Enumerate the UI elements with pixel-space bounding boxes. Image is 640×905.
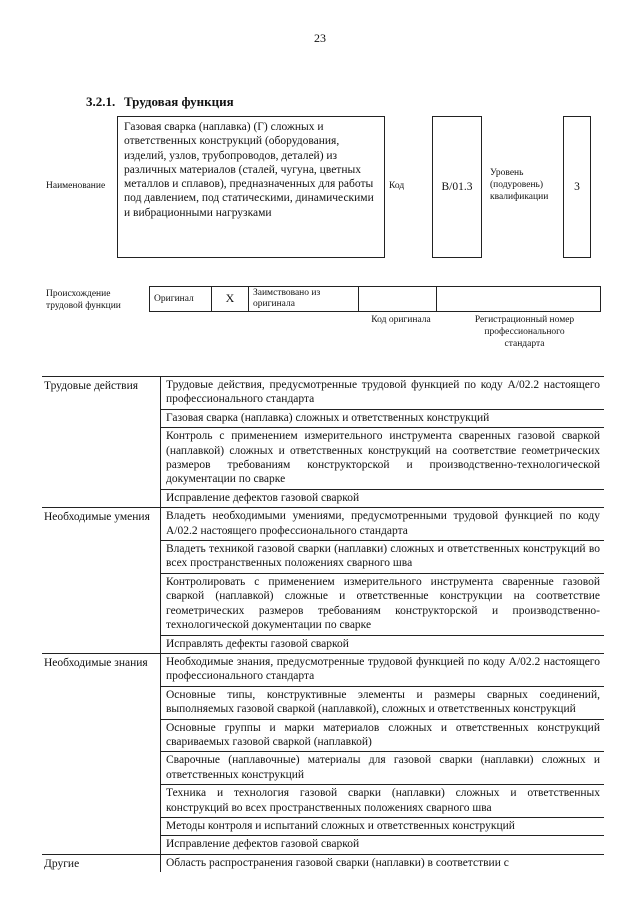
list-item: Методы контроля и испытаний сложных и ответственных конструкций	[160, 818, 604, 836]
original-code-cell	[359, 287, 437, 311]
list-item: Исправление дефектов газовой сваркой	[160, 490, 604, 507]
section-items	[160, 508, 604, 653]
section-label: Трудовые действия	[44, 380, 139, 392]
level-label: Уровень (подуровень) квалификации	[490, 168, 549, 202]
name-label: Наименование	[46, 181, 106, 191]
list-item: Трудовые действия, предусмотренные трудовой функцией по коду А/02.2 настоящего профессионального стандарта	[160, 377, 604, 410]
original-label-cell	[150, 287, 212, 311]
list-item: Основные типы, конструктивные элементы и размеры сварных соединений, выполняемых газовой сваркой (наплавкой), сложных и ответственных конструкций	[160, 687, 604, 720]
list-item: Исправление дефектов газовой сваркой	[160, 836, 604, 853]
list-item: Владеть необходимыми умениями, предусмотренными трудовой функцией по коду А/02.2 настоящего профессионального стандарта	[160, 508, 604, 541]
function-details-table	[42, 376, 604, 872]
section-actions	[42, 376, 604, 507]
reg-number-cell	[437, 287, 600, 311]
reg-caption: Регистрационный номер профессионального стандарта	[474, 315, 575, 349]
list-item: Основные группы и марки материалов сложных и ответственных конструкций свариваемых газовой сваркой (наплавкой)	[160, 720, 604, 753]
section-label: Необходимые умения	[44, 511, 150, 524]
code-value-box	[432, 116, 482, 258]
list-item: Область распространения газовой сварки (наплавки) в соответствии с	[160, 855, 604, 872]
list-item: Исправлять дефекты газовой сваркой	[160, 636, 604, 653]
origin-label: Происхождение трудовой функции	[46, 289, 121, 311]
section-items	[160, 654, 604, 854]
list-item: Контроль с применением измерительного инструмента сваренных газовой сваркой (наплавкой) сложных и ответственных конструкций на соответствие геометрических размеров требованиям конструкторской и производственно-технологической документации по сварке	[160, 428, 604, 490]
section-label: Необходимые знания	[44, 656, 148, 669]
borrowed-cell	[249, 287, 359, 311]
list-item: Необходимые знания, предусмотренные трудовой функцией по коду А/02.2 настоящего профессионального стандарта	[160, 654, 604, 687]
section-items	[160, 855, 604, 872]
level-value-box	[563, 116, 591, 258]
section-heading	[86, 94, 234, 110]
original-label: Оригинал	[154, 294, 194, 304]
level-value: 3	[574, 181, 580, 193]
origin-row	[149, 286, 601, 312]
section-skills	[42, 507, 604, 653]
function-name-box: Газовая сварка (наплавка) (Г) сложных и ответственных конструкций (оборудования, изделий, узлов, трубопроводов, деталей) из различных материалов (сталей, чугуна, цветных металлов и сплавов), предназначенных для работы под давлением, под статическими, динамическими и вибрационными нагрузками	[117, 116, 385, 258]
original-mark: X	[225, 291, 235, 305]
section-other	[42, 854, 604, 872]
section-items	[160, 377, 604, 507]
list-item: Владеть техникой газовой сварки (наплавки) сложных и ответственных конструкций во всех пространственных положениях сварного шва	[160, 541, 604, 574]
page-number: 23	[314, 31, 326, 45]
borrowed-label: Заимствовано из оригинала	[253, 288, 321, 309]
list-item: Сварочные (наплавочные) материалы для газовой сварки (наплавки) сложных и ответственных конструкций	[160, 752, 604, 785]
section-number: 3.2.1.	[86, 94, 116, 109]
section-title: Трудовая функция	[124, 94, 234, 109]
list-item: Газовая сварка (наплавка) сложных и ответственных конструкций	[160, 410, 604, 428]
code-value: B/01.3	[441, 181, 473, 193]
code-caption: Код оригинала	[371, 315, 431, 325]
section-knowledge	[42, 653, 604, 854]
original-mark-cell	[212, 287, 249, 311]
code-label: Код	[389, 181, 405, 191]
list-item: Контролировать с применением измерительного инструмента сваренные газовой сваркой (наплавкой) сложные и ответственные конструкции на соответствие геометрических размеров требованиям конструкторской и производственно-технологической документации по сварке	[160, 574, 604, 636]
list-item: Техника и технология газовой сварки (наплавки) сложных и ответственных конструкций во всех пространственных положениях сварного шва	[160, 785, 604, 818]
section-label: Другие	[44, 857, 80, 870]
